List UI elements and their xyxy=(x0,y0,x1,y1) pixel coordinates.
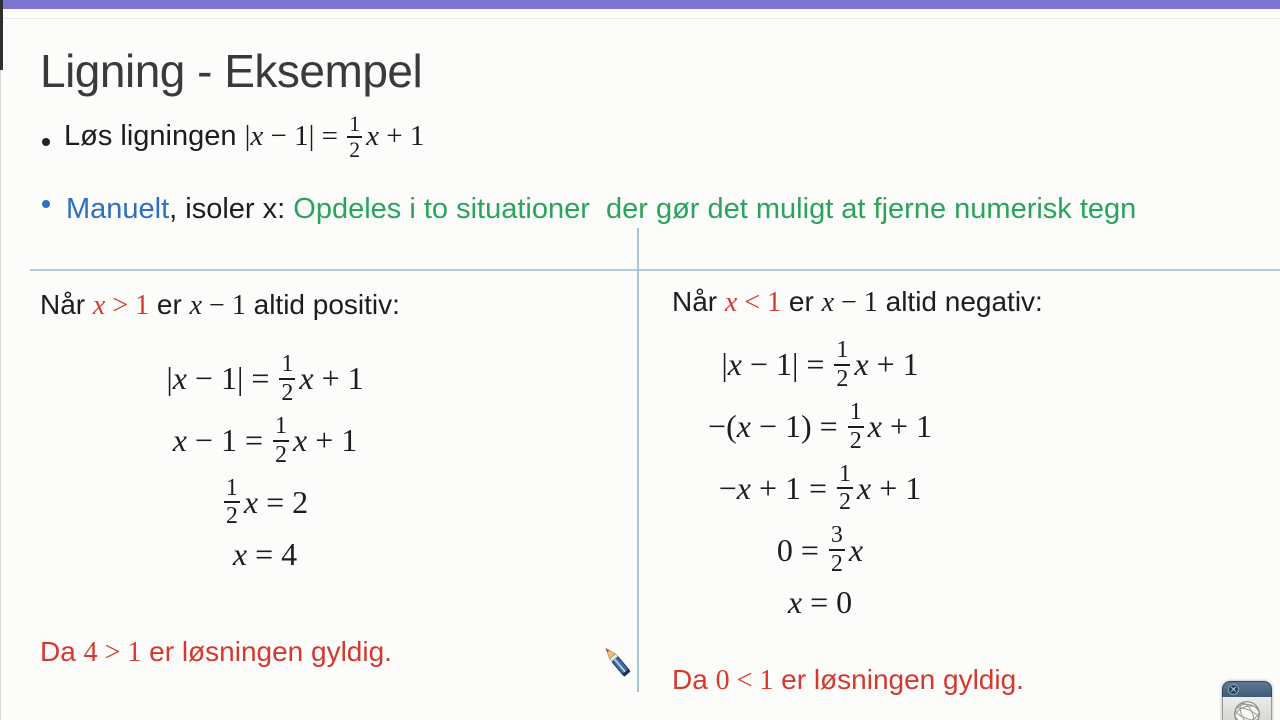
text-segment: x xyxy=(854,346,869,383)
fraction xyxy=(848,399,864,455)
equation-line xyxy=(233,536,297,573)
fraction-denominator: 2 xyxy=(849,427,862,454)
text-segment: altid negativ: xyxy=(877,286,1043,317)
text-segment: x xyxy=(172,360,187,397)
text-segment: + 1 xyxy=(313,360,364,397)
text-segment: − xyxy=(718,469,737,506)
fraction-denominator: 2 xyxy=(839,489,852,516)
text-segment: x xyxy=(727,346,742,383)
left-edge-line xyxy=(0,70,1,720)
bullet-item-1 xyxy=(64,112,424,163)
text-segment: x xyxy=(857,469,872,506)
text-segment: x xyxy=(736,469,751,506)
fraction-numerator: 1 xyxy=(836,337,849,363)
text-segment: | xyxy=(244,120,251,153)
vertical-divider xyxy=(637,228,639,692)
yarn-sphere-icon xyxy=(1229,699,1265,720)
fraction-numerator: 1 xyxy=(281,351,294,377)
text-segment: x xyxy=(293,422,308,459)
top-accent-bar xyxy=(0,0,1280,9)
bullet-1-text xyxy=(64,112,425,163)
equation-line xyxy=(222,475,308,531)
text-segment: er xyxy=(149,289,190,320)
fraction-numerator: 1 xyxy=(225,474,238,501)
text-segment: Når xyxy=(672,286,725,317)
fraction xyxy=(829,522,845,578)
text-segment: Manuelt xyxy=(66,193,170,225)
fraction xyxy=(834,337,850,393)
left-column-equations xyxy=(100,348,430,576)
fraction-denominator: 2 xyxy=(349,138,361,163)
text-segment: Når xyxy=(40,289,93,320)
text-segment: > 1 xyxy=(105,290,150,321)
text-segment: − 1| = xyxy=(186,360,278,397)
close-button[interactable]: × xyxy=(1229,685,1238,695)
fraction-denominator: 2 xyxy=(830,551,843,578)
fraction-numerator: 1 xyxy=(275,412,288,439)
text-segment: x xyxy=(189,290,203,321)
text-segment: − 1 = xyxy=(186,422,272,459)
fraction-numerator: 1 xyxy=(839,460,852,487)
text-segment: x xyxy=(250,120,264,153)
text-segment: altid positiv: xyxy=(245,289,400,320)
text-segment: Da xyxy=(672,664,716,695)
text-segment: x xyxy=(172,422,187,459)
left-column-heading xyxy=(40,289,400,322)
text-segment: Løs ligningen xyxy=(64,120,245,153)
equation-line xyxy=(166,351,363,407)
text-segment: x xyxy=(232,536,248,573)
fraction-denominator: 2 xyxy=(281,379,294,406)
text-segment: −( xyxy=(708,408,737,445)
text-segment: − 1| = xyxy=(263,120,346,153)
page-title: Ligning - Eksempel xyxy=(40,45,423,97)
text-segment: + 1 xyxy=(307,422,358,459)
fraction-denominator: 2 xyxy=(225,503,238,530)
equation-line xyxy=(708,399,932,455)
text-segment: = 2 xyxy=(258,483,309,520)
text-segment: = 0 xyxy=(802,584,853,620)
fraction xyxy=(347,112,362,163)
text-segment: Opdeles i to situationer der gør det muligt at fjerne numerisk tegn xyxy=(293,193,1137,225)
top-divider-line xyxy=(0,18,1280,19)
fraction-numerator: 1 xyxy=(849,398,862,425)
text-segment: x xyxy=(787,584,803,620)
text-segment: + 1 xyxy=(881,408,932,445)
fraction-denominator: 2 xyxy=(275,441,288,468)
text-segment: x xyxy=(299,360,314,397)
text-segment: x xyxy=(366,120,380,153)
text-segment: x xyxy=(243,483,259,520)
text-segment: + 1 xyxy=(868,346,919,383)
text-segment: − 1 xyxy=(834,287,878,318)
text-segment: x xyxy=(736,408,751,445)
text-segment: x xyxy=(92,290,106,321)
text-segment: + 1 = xyxy=(750,469,836,506)
fraction xyxy=(279,351,295,407)
text-segment: + 1 xyxy=(379,120,425,153)
horizontal-divider xyxy=(30,269,1280,271)
widget-title-bar[interactable] xyxy=(1222,681,1272,697)
text-segment: < 1 xyxy=(737,287,782,318)
text-segment: | xyxy=(721,346,728,383)
bullet-2-text xyxy=(66,193,1136,225)
left-column-conclusion xyxy=(40,636,392,669)
fraction xyxy=(837,461,853,517)
bullet-icon xyxy=(42,138,50,146)
text-segment: x xyxy=(867,408,882,445)
text-segment: + 1 xyxy=(871,469,922,506)
equation-line xyxy=(721,337,918,393)
fraction-numerator: 1 xyxy=(349,112,361,136)
text-segment: 0 = xyxy=(776,531,827,568)
right-column-heading xyxy=(672,286,1043,319)
left-edge-strip xyxy=(0,0,3,70)
fraction-denominator: 2 xyxy=(836,365,849,392)
equation-line xyxy=(173,413,358,469)
text-segment: 4 > 1 xyxy=(83,637,142,668)
equation-line xyxy=(788,584,852,621)
bullet-icon xyxy=(42,200,50,208)
text-segment: er xyxy=(781,286,822,317)
text-segment: er løsningen gyldig. xyxy=(773,664,1024,695)
right-column-equations xyxy=(655,334,985,624)
equation-line xyxy=(719,461,922,517)
text-segment: | xyxy=(166,360,173,397)
fraction-numerator: 3 xyxy=(830,522,843,549)
fraction xyxy=(224,475,240,531)
pen-cursor-icon xyxy=(602,642,636,686)
text-segment: − 1) = xyxy=(750,408,846,445)
text-segment: = 4 xyxy=(247,536,298,573)
text-segment: , isoler x: xyxy=(169,193,294,225)
right-column-conclusion xyxy=(672,664,1024,697)
text-segment: x xyxy=(821,287,835,318)
text-segment: er løsningen gyldig. xyxy=(141,636,392,667)
text-segment: x xyxy=(724,287,738,318)
widget-body xyxy=(1222,697,1272,720)
equation-line xyxy=(777,522,863,578)
bullet-item-2 xyxy=(66,188,1206,231)
text-segment: Da xyxy=(40,636,84,667)
text-segment: 0 < 1 xyxy=(715,665,774,696)
text-segment: − 1 xyxy=(202,290,246,321)
recorder-widget-window[interactable] xyxy=(1222,681,1272,720)
text-segment: x xyxy=(848,531,864,568)
text-segment: − 1| = xyxy=(741,346,833,383)
fraction xyxy=(273,413,289,469)
